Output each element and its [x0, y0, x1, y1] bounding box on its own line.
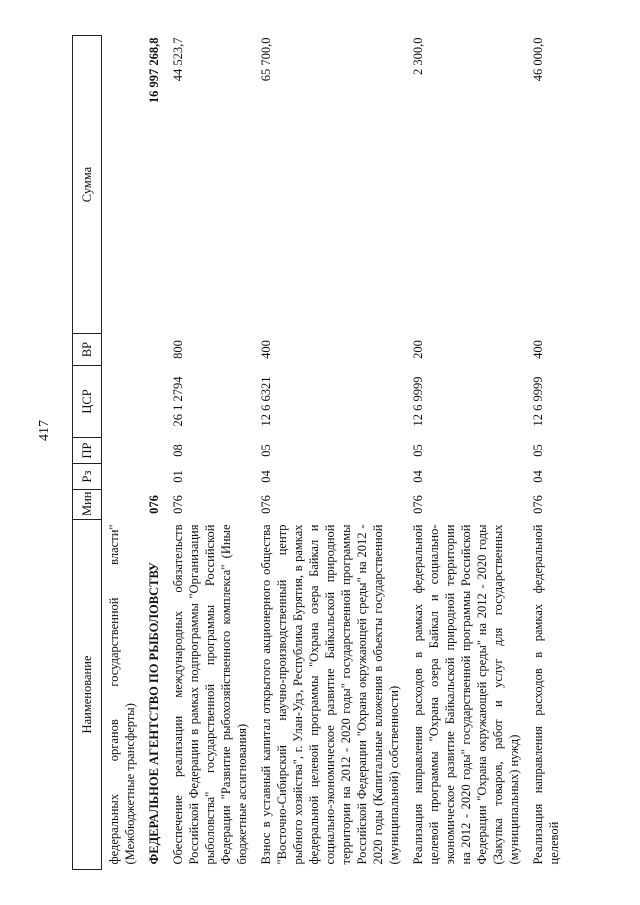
row-csr: 12 6 9999: [531, 376, 545, 427]
row-rz: 01: [171, 470, 185, 483]
row-name: ФЕДЕРАЛЬНОЕ АГЕНТСТВО ПО РЫБОЛОВСТВУ: [147, 562, 161, 865]
header-min: Мин: [73, 490, 102, 520]
row-sum: 16 997 268,8: [147, 37, 161, 104]
row-name: Взнос в уставный капитал открытого акционерного общества "Восточно-Сибирский научно-производственный центр рыбного хозяйства", г. Улан-Удэ, Республика Бурятия, в рамках федеральной целевой программы "Охрана озера Байкал и социально-экономическое развитие Байкальской природной территории на 2012 - 2020 годы" государственной программы Российской Федерации "Охрана окружающей среды" на 2012 - 2020 годы (Капитальные вложения в объекты государственной (муниципальной) собственности): [259, 524, 401, 865]
row-pr: 05: [259, 444, 273, 457]
row-sum: 2 300,0: [411, 37, 425, 75]
header-name: Наименование: [73, 520, 102, 870]
row-csr: [102, 366, 143, 438]
table-row: [102, 36, 143, 870]
row-vr: 800: [171, 340, 185, 359]
row-pr: [102, 438, 143, 464]
row-rz: 04: [411, 470, 425, 483]
header-csr: ЦСР: [73, 366, 102, 438]
row-sum: 65 700,0: [259, 37, 273, 82]
row-min: [102, 490, 143, 520]
row-pr: 05: [531, 444, 545, 457]
table-row: [254, 36, 406, 870]
row-vr: [102, 334, 143, 366]
row-rz: 04: [259, 470, 273, 483]
row-csr: 26 1 2794: [171, 376, 185, 427]
row-name: Реализация направления расходов в рамках федеральной целевой программы "Охрана озера Байкал и социально-экономическое развитие Байкальской природной территории на 2012 - 2020 годы" государственной программы Российской Федерации "Охрана окружающей среды" на 2012 - 2020 годы (Закупка товаров, работ и услуг для государственных (муниципальных) нужд): [411, 524, 521, 865]
row-name: Обеспечение реализации международных обязательств Российской Федерации в рамках подпрограммы "Организация рыболовства" государственной программы Российской Федерации "Развитие рыбохозяйственного комплекса" (Иные бюджетные ассигнования): [171, 524, 249, 865]
row-csr: 12 6 6321: [259, 376, 273, 427]
row-min: 076: [171, 495, 185, 514]
header-sum: Сумма: [73, 36, 102, 334]
row-vr: 400: [259, 340, 273, 359]
table-row: [406, 36, 526, 870]
row-min: 076: [531, 495, 545, 514]
page-number: 417: [37, 420, 52, 441]
row-pr: [142, 438, 166, 464]
row-vr: 400: [531, 340, 545, 359]
row-csr: 12 6 9999: [411, 376, 425, 427]
row-name: Реализация направления расходов в рамках федеральной целевой: [531, 524, 561, 865]
row-min: 076: [147, 495, 161, 514]
row-vr: [142, 334, 166, 366]
header-vr: ВР: [73, 334, 102, 366]
rotated-page: [72, 35, 612, 870]
table-header-row: [73, 36, 102, 870]
table-row: [142, 36, 166, 870]
row-vr: 200: [411, 340, 425, 359]
table-row: [166, 36, 254, 870]
budget-table: [72, 35, 566, 870]
row-min: 076: [259, 495, 273, 514]
header-rz: Рз: [73, 464, 102, 490]
row-pr: 08: [171, 444, 185, 457]
row-sum: [102, 36, 143, 334]
row-rz: [142, 464, 166, 490]
row-sum: 44 523,7: [171, 37, 185, 82]
row-name: федеральных органов государственной власти" (Межбюджетные трансферты): [107, 524, 137, 865]
row-rz: [102, 464, 143, 490]
row-pr: 05: [411, 444, 425, 457]
row-min: 076: [411, 495, 425, 514]
row-sum: 46 000,0: [531, 37, 545, 82]
header-pr: ПР: [73, 438, 102, 464]
row-csr: [142, 366, 166, 438]
row-rz: 04: [531, 470, 545, 483]
table-row: [526, 36, 566, 870]
